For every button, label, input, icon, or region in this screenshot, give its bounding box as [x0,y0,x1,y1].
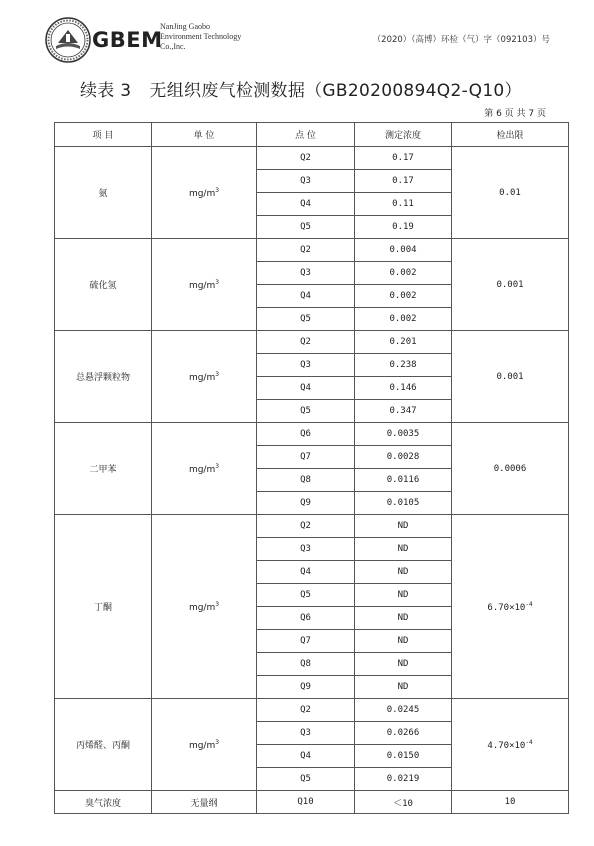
cell-concentration: 0.238 [355,354,452,377]
cell-concentration: 0.002 [355,308,452,331]
cell-point: Q5 [257,216,355,239]
table-row [55,515,569,538]
unit-text: mg/m [188,740,216,751]
cell-concentration: ND [355,538,452,561]
cell-concentration: 0.004 [355,239,452,262]
header-concentration: 测定浓度 [355,123,452,147]
cell-point: Q5 [257,584,355,607]
cell-concentration: 0.0150 [355,745,452,768]
cell-concentration: 0.0245 [355,699,452,722]
cell-point: Q5 [257,400,355,423]
cell-point: Q3 [257,354,355,377]
unit-text: mg/m [188,602,216,613]
unit-superscript: 3 [215,462,220,470]
cell-concentration: 0.002 [355,285,452,308]
table-row [55,331,569,354]
cell-concentration: ND [355,676,452,699]
cell-unit [152,515,257,699]
table-row [55,699,569,722]
cell-item: 总悬浮颗粒物 [55,331,152,423]
unit-text: mg/m [188,280,216,291]
cell-point: Q9 [257,492,355,515]
table-row [55,239,569,262]
table-row [55,791,569,814]
cell-point: Q7 [257,630,355,653]
table-title-text: 无组织废气检测数据（GB20200894Q2-Q10） [149,81,522,101]
table-body [55,147,569,814]
cell-point: Q4 [257,193,355,216]
cell-detection-limit [452,515,569,699]
limit-text: 0.0006 [493,463,527,474]
cell-concentration: 0.11 [355,193,452,216]
cell-item: 丁酮 [55,515,152,699]
cell-concentration: ND [355,584,452,607]
cell-concentration: 0.0219 [355,768,452,791]
cell-concentration: ND [355,515,452,538]
unit-superscript: 3 [215,370,220,378]
unit-text: mg/m [188,188,216,199]
table-row [55,147,569,170]
cell-item: 丙烯醛、丙酮 [55,699,152,791]
cell-concentration: ＜10 [355,791,452,814]
cell-concentration: 0.0116 [355,469,452,492]
limit-text: 4.70×10 [487,740,526,751]
unit-text: mg/m [188,464,216,475]
cell-point: Q6 [257,607,355,630]
cell-unit [152,791,257,814]
cell-concentration: ND [355,561,452,584]
cell-concentration: 0.0266 [355,722,452,745]
cell-concentration: 0.17 [355,147,452,170]
table-header-row [55,123,569,147]
company-line: Environment Technology [160,32,242,41]
limit-text: 10 [504,797,516,807]
company-name [160,22,241,52]
header-point: 点 位 [257,123,355,147]
limit-text: 6.70×10 [487,602,526,613]
cell-item: 硫化氢 [55,239,152,331]
limit-text: 0.001 [496,279,524,290]
data-table [54,122,569,814]
cell-detection-limit [452,699,569,791]
unit-text: mg/m [188,372,216,383]
cell-point: Q2 [257,331,355,354]
cell-point: Q8 [257,469,355,492]
cell-detection-limit [452,147,569,239]
cell-point: Q7 [257,446,355,469]
logo-text: GBEM [92,28,163,52]
cell-concentration: ND [355,630,452,653]
cell-point: Q5 [257,308,355,331]
limit-text: 0.001 [496,371,524,382]
limit-superscript: -4 [525,738,533,746]
page-info: 第 6 页 共 7 页 [484,109,546,119]
cell-point: Q2 [257,239,355,262]
cell-point: Q4 [257,561,355,584]
cell-unit [152,331,257,423]
company-line: NanJing Gaobo [160,22,210,31]
cell-concentration: 0.002 [355,262,452,285]
cell-concentration: 0.0028 [355,446,452,469]
unit-superscript: 3 [215,278,220,286]
cell-unit [152,699,257,791]
cell-concentration: 0.0035 [355,423,452,446]
cell-detection-limit [452,791,569,814]
cell-point: Q4 [257,745,355,768]
cell-concentration: 0.0105 [355,492,452,515]
header-item: 项 目 [55,123,152,147]
cell-point: Q4 [257,285,355,308]
table-title [80,76,522,101]
limit-text: 0.01 [499,187,521,198]
cell-concentration: ND [355,653,452,676]
cell-point: Q8 [257,653,355,676]
cell-point: Q9 [257,676,355,699]
table-title-label: 续表 3 [80,81,132,101]
cell-point: Q3 [257,170,355,193]
cell-concentration: ND [355,607,452,630]
company-line: Co.,Inc. [160,42,186,51]
company-logo-emblem [44,16,92,64]
cell-detection-limit [452,331,569,423]
cell-point: Q3 [257,262,355,285]
report-number: （2020）（高博）环检（气）字（092103）号 [372,35,550,45]
unit-superscript: 3 [215,600,220,608]
table-row [55,423,569,446]
limit-superscript: -4 [525,600,533,608]
cell-concentration: 0.347 [355,400,452,423]
cell-point: Q2 [257,147,355,170]
cell-point: Q3 [257,538,355,561]
cell-unit [152,147,257,239]
cell-unit [152,423,257,515]
unit-text: 无量纲 [190,798,218,809]
cell-point: Q10 [257,791,355,814]
cell-detection-limit [452,423,569,515]
unit-superscript: 3 [215,738,220,746]
cell-item: 氨 [55,147,152,239]
cell-point: Q3 [257,722,355,745]
cell-concentration: 0.17 [355,170,452,193]
cell-concentration: 0.19 [355,216,452,239]
cell-item: 臭气浓度 [55,791,152,814]
cell-concentration: 0.146 [355,377,452,400]
cell-point: Q2 [257,515,355,538]
header-unit: 单 位 [152,123,257,147]
cell-detection-limit [452,239,569,331]
header-detection-limit: 检出限 [452,123,569,147]
cell-item: 二甲苯 [55,423,152,515]
cell-point: Q2 [257,699,355,722]
unit-superscript: 3 [215,186,220,194]
cell-point: Q5 [257,768,355,791]
cell-concentration: 0.201 [355,331,452,354]
cell-point: Q4 [257,377,355,400]
cell-unit [152,239,257,331]
cell-point: Q6 [257,423,355,446]
